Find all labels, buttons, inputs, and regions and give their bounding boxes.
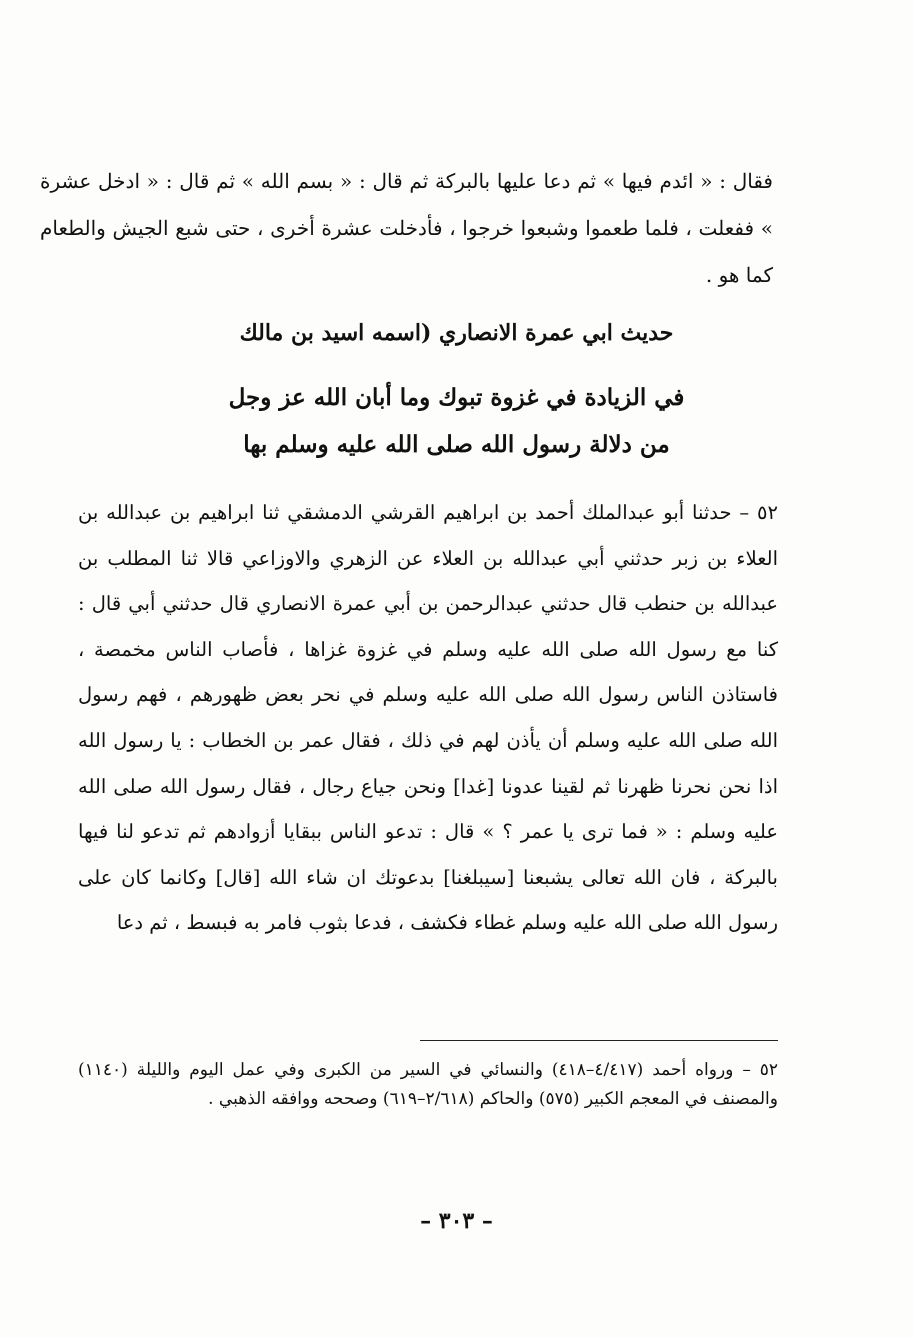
intro-paragraph bbox=[40, 158, 773, 299]
hadith-text: ٥٢ – حدثنا أبو عبدالملك أحمد بن ابراهيم القرشي الدمشقي ثنا ابراهيم بن عبدالله بن العلاء بن زبر حدثني أبي عبدالله بن العلاء عن الزهري والاوزاعي قالا ثنا المطلب بن عبدالله بن حنطب قال حدثني عبدالرحمن بن أبي عمرة الانصاري قال حدثني أبي قال : كنا مع رسول الله صلى الله عليه وسلم في غزوة غزاها ، فأصاب الناس مخمصة ، فاستاذن الناس رسول الله صلى الله عليه وسلم في نحر بعض ظهورهم ، فهم رسول الله صلى الله عليه وسلم أن يأذن لهم في ذلك ، فقال عمر بن الخطاب : يا رسول الله اذا نحن نحرنا ظهرنا ثم لقينا عدونا [غدا] ونحن جياع رجال ، فقال رسول الله صلى الله عليه وسلم : « فما ترى يا عمر ؟ » قال : تدعو الناس ببقايا أزوادهم ثم تدعو لنا فيها بالبركة ، فان الله تعالى يشبعنا [سيبلغنا] بدعوتك ان شاء الله [قال] وكانما كان على رسول الله صلى الله عليه وسلم غطاء فكشف ، فدعا بثوب فامر به فبسط ، ثم دعا bbox=[78, 501, 778, 935]
footnote-separator bbox=[420, 1040, 778, 1041]
section-heading-line-3: من دلالة رسول الله صلى الله عليه وسلم بها bbox=[243, 431, 670, 458]
intro-text: فقال : « ائدم فيها » ثم دعا عليها بالبركة ثم قال : « بسم الله » ثم قال : « ادخل عشرة » ففعلت ، فلما طعموا وشبعوا خرجوا ، فأدخلت عشرة أخرى ، حتى شبع الجيش والطعام كما هو . bbox=[40, 169, 773, 287]
footnote-text: ٥٢ – ورواه أحمد (٤/٤١٧–٤١٨) والنسائي في السير من الكبرى وفي عمل اليوم والليلة (١١٤٠) والمصنف في المعجم الكبير (٥٧٥) والحاكم (٢/٦١٨–٦١٩) وصححه ووافقه الذهبي . bbox=[78, 1060, 779, 1109]
page-number: – ٣٠٣ – bbox=[420, 1208, 493, 1234]
section-heading-line-2: في الزيادة في غزوة تبوك وما أبان الله عز وجل bbox=[228, 384, 685, 411]
hadith-body bbox=[78, 490, 778, 946]
section-heading-line-1: حديث ابي عمرة الانصاري (اسمه اسيد بن مالك bbox=[239, 320, 674, 346]
footnote bbox=[78, 1056, 778, 1114]
